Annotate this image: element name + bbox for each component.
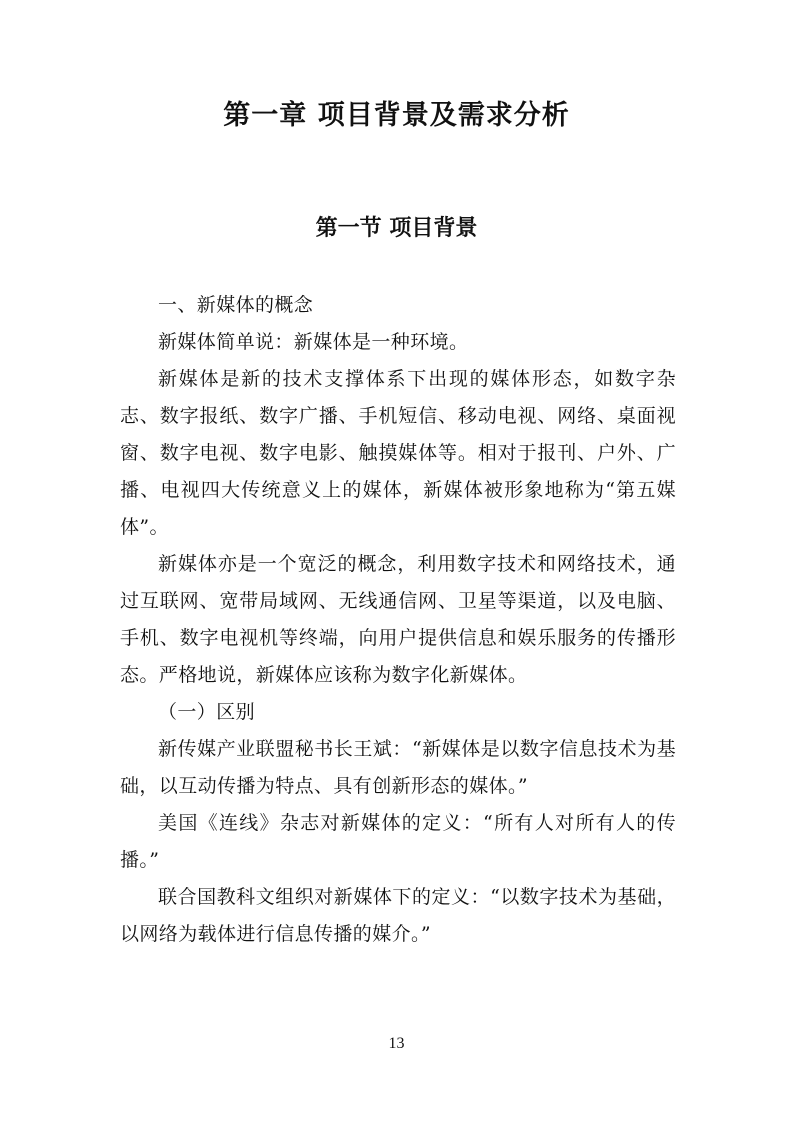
paragraph: 新媒体简单说：新媒体是一种环境。 <box>158 331 469 353</box>
paragraph: 联合国教科文组织对新媒体下的定义：“以数字技术为基础，以网络为载体进行信息传播的媒介。” <box>120 886 676 945</box>
paragraph: 新媒体亦是一个宽泛的概念，利用数字技术和网络技术，通过互联网、宽带局域网、无线通信网、卫星等渠道，以及电脑、手机、数字电视机等终端，向用户提供信息和娱乐服务的传播形态。严格地说，新媒体应该称为数字化新媒体。 <box>120 553 676 686</box>
paragraph: 美国《连线》杂志对新媒体的定义：“所有人对所有人的传播。” <box>120 812 676 871</box>
body-text <box>120 287 676 953</box>
paragraph: 新媒体是新的技术支撑体系下出现的媒体形态，如数字杂志、数字报纸、数字广播、手机短信、移动电视、网络、桌面视窗、数字电视、数字电影、触摸媒体等。相对于报刊、户外、广播、电视四大传统意义上的媒体，新媒体被形象地称为“第五媒体”。 <box>120 368 676 538</box>
heading-new-media-concept: 一、新媒体的概念 <box>158 294 314 316</box>
section-title: 第一节 项目背景 <box>315 216 478 241</box>
subheading-difference: （一）区别 <box>158 701 256 723</box>
paragraph: 新传媒产业联盟秘书长王斌：“新媒体是以数字信息技术为基础，以互动传播为特点、具有创新形态的媒体。” <box>120 738 676 797</box>
page-number: 13 <box>388 1035 405 1052</box>
chapter-title: 第一章 项目背景及需求分析 <box>223 100 570 131</box>
